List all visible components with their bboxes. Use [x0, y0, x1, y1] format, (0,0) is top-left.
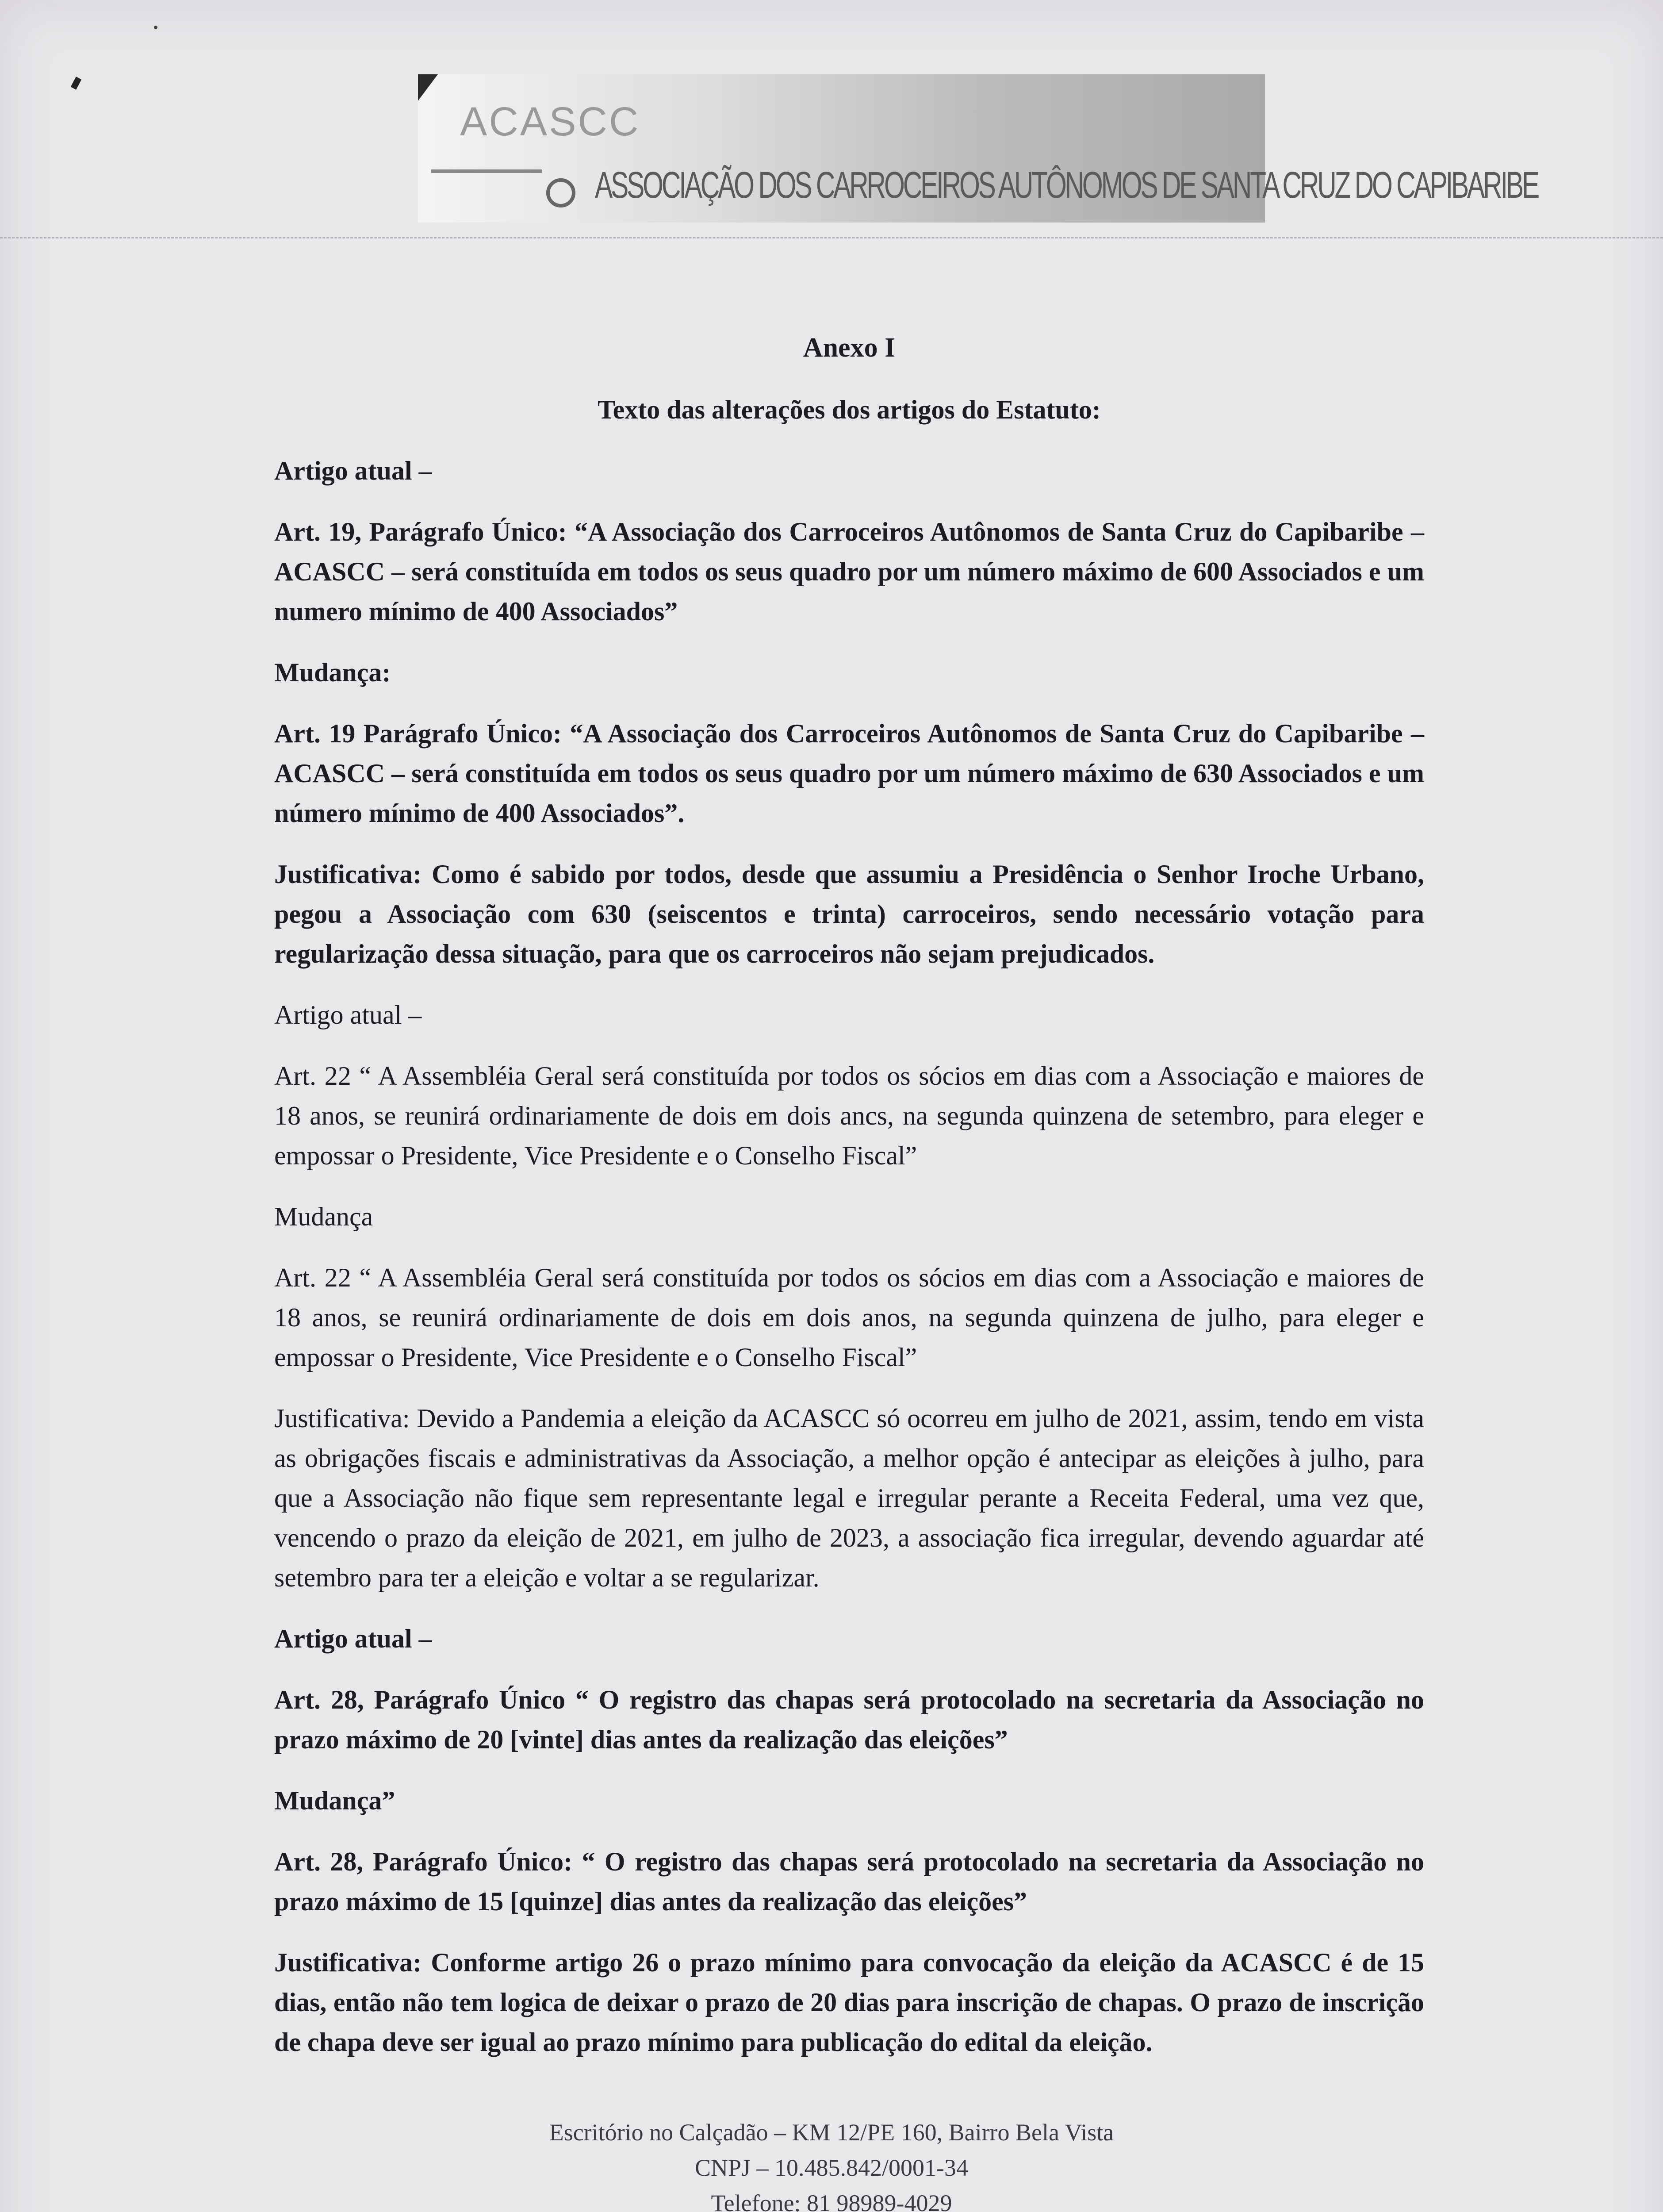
scan-mark [71, 77, 82, 90]
section-label: Artigo atual – [274, 1624, 432, 1653]
association-name: ASSOCIAÇÃO DOS CARROCEIROS AUTÔNOMOS DE SANTA CRUZ DO CAPIBARIBE [595, 164, 1538, 206]
article-text: Art. 28, Parágrafo Único: “ O registro das chapas será protocolado na secretaria da Associação no prazo máximo de 15 [quinze] dias antes da realização das eleições” [274, 1847, 1424, 1916]
footer-cnpj: CNPJ – 10.485.842/0001-34 [694, 2154, 969, 2181]
article-text: Art. 19, Parágrafo Único: “A Associação dos Carroceiros Autônomos de Santa Cruz do Capibaribe – ACASCC – será constituída em todos os seus quadro por um número máximo de 600 Associados e um numero mínimo de 400 Associados” [274, 517, 1424, 626]
section-label: Artigo atual – [274, 456, 432, 485]
logo-line-icon [431, 169, 542, 182]
justification-text: Justificativa: Devido a Pandemia a eleição da ACASCC só ocorreu em julho de 2021, assim, tendo em vista as obrigações fiscais e administrativas da Associação, a melhor opção é antecipar as eleições à julho, para que a Associação não fique sem representante legal e irregular perante a Receita Federal, uma vez que, vencendo o prazo da eleição de 2021, em julho de 2023, a associação fica irregular, devendo aguardar até setembro para ter a eleição e voltar a se regularizar. [274, 1404, 1424, 1592]
justification-text: Justificativa: Como é sabido por todos, desde que assumiu a Presidência o Senhor Iroche Urbano, pegou a Associação com 630 (seiscentos e trinta) carroceiros, sendo necessário votação para regularização dessa situação, para que os carroceiros não sejam prejudicados. [274, 860, 1424, 968]
document-body [274, 327, 1424, 2083]
scan-speck [154, 26, 157, 29]
section-label: Mudança [274, 1202, 373, 1231]
article-text: Art. 28, Parágrafo Único “ O registro das chapas será protocolado na secretaria da Associação no prazo máximo de 20 [vinte] dias antes da realização das eleições” [274, 1685, 1424, 1754]
corner-mark-icon [418, 74, 438, 101]
logo-wheel-icon [546, 178, 575, 207]
annex-subtitle: Texto das alterações dos artigos do Estatuto: [598, 395, 1101, 424]
header-divider [0, 237, 1663, 238]
section-label: Artigo atual – [274, 1000, 422, 1029]
section-label: Mudança: [274, 658, 391, 687]
annex-title: Anexo I [803, 333, 896, 363]
page-footer [0, 2115, 1663, 2212]
section-label: Mudança” [274, 1786, 395, 1815]
logo-text: ACASCC [460, 99, 640, 144]
justification-text: Justificativa: Conforme artigo 26 o prazo mínimo para convocação da eleição da ACASCC é de 15 dias, então não tem logica de deixar o prazo de 20 dias para inscrição de chapas. O prazo de inscrição de chapa deve ser igual ao prazo mínimo para publicação do edital da eleição. [274, 1948, 1424, 2057]
article-text: Art. 22 “ A Assembléia Geral será constituída por todos os sócios em dias com a Associação e maiores de 18 anos, se reunirá ordinariamente de dois em dois anos, na segunda quinzena de julho, para eleger e empossar o Presidente, Vice Presidente e o Conselho Fiscal” [274, 1263, 1424, 1372]
article-text: Art. 19 Parágrafo Único: “A Associação dos Carroceiros Autônomos de Santa Cruz do Capibaribe – ACASCC – será constituída em todos os seus quadro por um número máximo de 630 Associados e um número mínimo de 400 Associados”. [274, 719, 1424, 828]
article-text: Art. 22 “ A Assembléia Geral será constituída por todos os sócios em dias com a Associação e maiores de 18 anos, se reunirá ordinariamente de dois em dois ancs, na segunda quinzena de setembro, para eleger e empossar o Presidente, Vice Presidente e o Conselho Fiscal” [274, 1061, 1424, 1170]
footer-phone: Telefone: 81 98989-4029 [711, 2190, 952, 2212]
footer-address: Escritório no Calçadão – KM 12/PE 160, Bairro Bela Vista [549, 2119, 1114, 2146]
letterhead-banner [418, 74, 1538, 223]
